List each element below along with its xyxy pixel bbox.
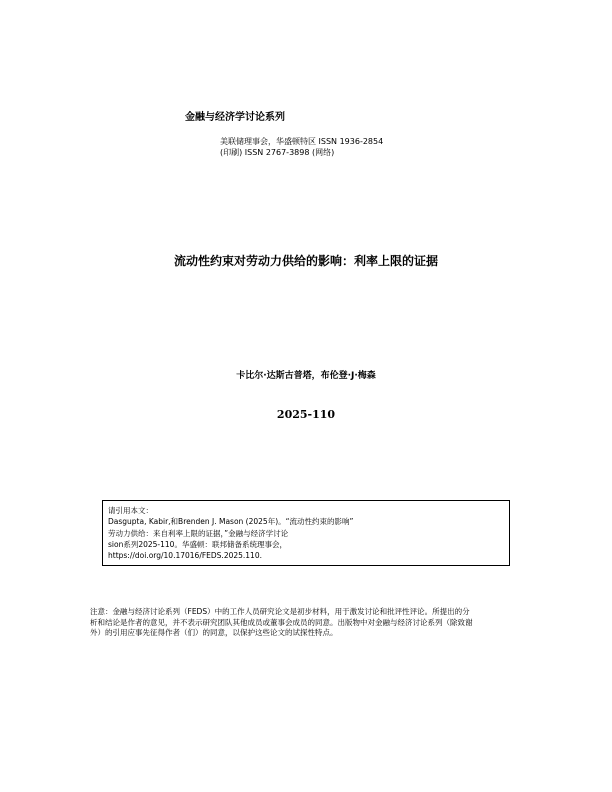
disclaimer-note — [90, 607, 530, 639]
citation-line: Dasgupta, Kabir,和Brenden J. Mason (2025年)。“流动性约束的影响” — [108, 517, 354, 527]
citation-doi-link[interactable]: https://doi.org/10.17016/FEDS.2025.110. — [108, 551, 262, 561]
issn-print-line: 美联储理事会，华盛顿特区 ISSN 1936-2854 — [220, 137, 384, 146]
series-title: 金融与经济学讨论系列 — [185, 112, 285, 123]
paper-title: 流动性约束对劳动力供给的影响：利率上限的证据 — [173, 254, 438, 268]
paper-authors: 卡比尔·达斯古普塔，布伦登·J·梅森 — [236, 371, 376, 381]
citation-line: 劳动力供给：来自利率上限的证据，”金融与经济学讨论 — [108, 528, 289, 538]
citation-heading: 请引用本文： — [108, 506, 153, 515]
issn-block — [220, 136, 383, 158]
note-line: 外）的引用应事先征得作者（们）的同意，以保护这些论文的试探性特点。 — [90, 628, 338, 637]
paper-number: 2025-110 — [276, 408, 336, 421]
citation-line: sion系列2025-110。华盛顿：联邦储备系统理事会， — [108, 539, 287, 549]
citation-box — [102, 500, 510, 566]
note-line: 析和结论是作者的意见，并不表示研究团队其他成员或董事会成员的同意。出版物中对金融与经济讨论系列（除致谢 — [90, 617, 473, 627]
note-line: 注意：金融与经济讨论系列（FEDS）中的工作人员研究论文是初步材料，用于激发讨论和批评性评论。所提出的分 — [90, 607, 470, 616]
issn-online-line: (印刷) ISSN 2767-3898 (网络) — [220, 148, 335, 157]
